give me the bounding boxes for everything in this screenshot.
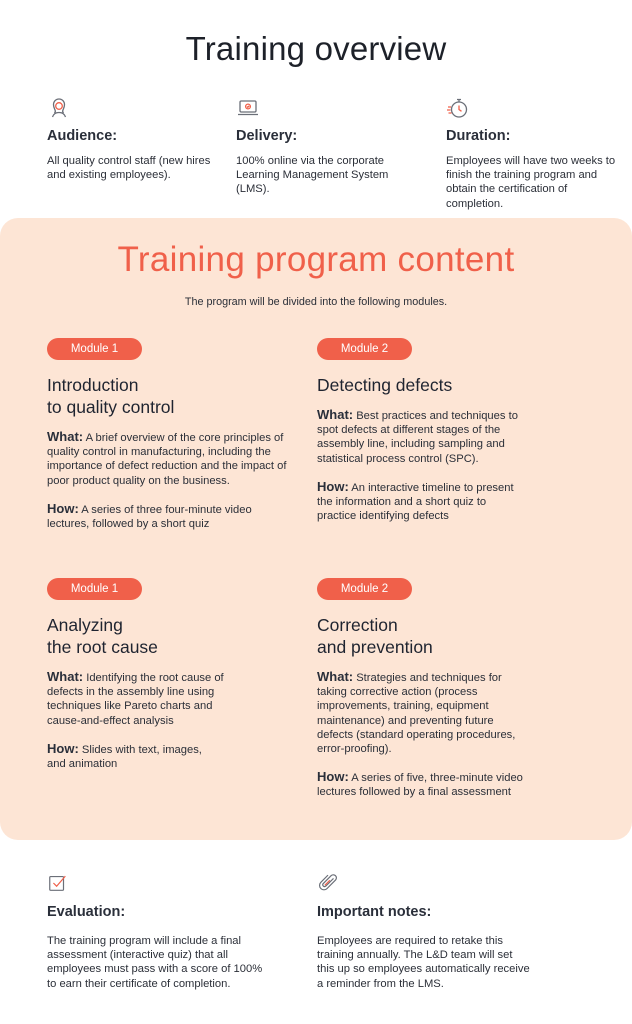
module-card	[317, 338, 587, 537]
what-text: Strategies and techniques for taking corrective action (process improvements, training, equipment maintenance) and preventing future defects (standard operating procedures, error-proofing).	[317, 672, 516, 756]
module-badge: Module 1	[47, 578, 142, 600]
module-how	[47, 502, 262, 531]
how-label: How:	[47, 500, 79, 516]
module-how	[47, 742, 222, 771]
what-text: Best practices and techniques to spot defects at different stages of the assembly line, including sampling and statistical process control (SPC).	[317, 410, 518, 465]
module-title	[317, 614, 587, 658]
delivery-text: 100% online via the corporate Learning Management System (LMS).	[236, 155, 389, 196]
how-label: How:	[317, 478, 349, 494]
what-text: Identifying the root cause of defects in the assembly line using techniques like Pareto charts and cause-and-effect analysis	[47, 672, 224, 727]
delivery-heading: Delivery:	[236, 128, 298, 144]
module-title-line: and prevention	[317, 637, 433, 657]
module-what	[47, 430, 297, 488]
evaluation-text: The training program will include a final assessment (interactive quiz) that all employees must pass with a score of 100% to earn their certificate of completion.	[47, 935, 263, 990]
important-notes-text: Employees are required to retake this training annually. The L&D team will set this up so employees automatically receive a reminder from the LMS.	[317, 935, 530, 990]
duration-text: Employees will have two weeks to finish the training program and obtain the certification of completion.	[446, 155, 616, 210]
how-label: How:	[317, 769, 349, 785]
module-what	[47, 670, 232, 728]
what-label: What:	[317, 669, 354, 684]
module-badge: Module 2	[317, 578, 412, 600]
laptop-icon	[236, 96, 260, 120]
stopwatch-icon	[446, 96, 470, 120]
audience-heading: Audience:	[47, 128, 118, 144]
what-label: What:	[47, 429, 84, 444]
duration-heading: Duration:	[446, 128, 511, 144]
module-title-line: Introduction	[47, 375, 139, 395]
checkbox-icon	[47, 872, 69, 894]
what-text: A brief overview of the core principles of quality control in manufacturing, including the importance of defect reduction and the impact of poor product quality on the business.	[47, 432, 287, 487]
module-badge: Module 2	[317, 338, 412, 360]
audience-section	[47, 96, 217, 182]
paperclip-icon	[317, 872, 339, 894]
important-notes-section	[317, 872, 532, 991]
duration-section	[446, 96, 616, 211]
what-label: What:	[47, 669, 84, 684]
module-title	[317, 374, 587, 396]
how-text: An interactive timeline to present the information and a short quiz to practice identifying defects	[317, 481, 514, 523]
what-label: What:	[317, 407, 354, 422]
module-title	[47, 614, 317, 658]
how-text: A series of three four-minute video lectures, followed by a short quiz	[47, 503, 252, 531]
person-icon	[47, 96, 71, 120]
module-what	[317, 408, 532, 466]
module-card	[47, 578, 317, 785]
module-title-line: the root cause	[47, 637, 158, 657]
program-content-title: Training program content	[117, 240, 515, 279]
important-notes-heading: Important notes:	[317, 904, 432, 920]
how-text: A series of five, three-minute video lectures followed by a final assessment	[317, 772, 523, 799]
module-badge: Module 1	[47, 338, 142, 360]
module-what	[317, 670, 532, 756]
module-title	[47, 374, 317, 418]
module-card	[317, 578, 587, 814]
module-title-line: Analyzing	[47, 615, 123, 635]
module-card	[47, 338, 317, 545]
module-title-line: to quality control	[47, 397, 175, 417]
audience-text: All quality control staff (new hires and existing employees).	[47, 155, 211, 182]
module-title-line: Correction	[317, 615, 398, 635]
evaluation-heading: Evaluation:	[47, 904, 126, 920]
module-how	[317, 480, 527, 524]
page-title: Training overview	[185, 30, 447, 67]
delivery-section	[236, 96, 406, 197]
evaluation-section	[47, 872, 272, 991]
how-label: How:	[47, 740, 79, 756]
program-content-subtitle: The program will be divided into the following modules.	[184, 296, 448, 308]
module-how	[317, 770, 542, 799]
module-title-line: Detecting defects	[317, 375, 453, 395]
how-text: Slides with text, images, and animation	[47, 743, 202, 771]
